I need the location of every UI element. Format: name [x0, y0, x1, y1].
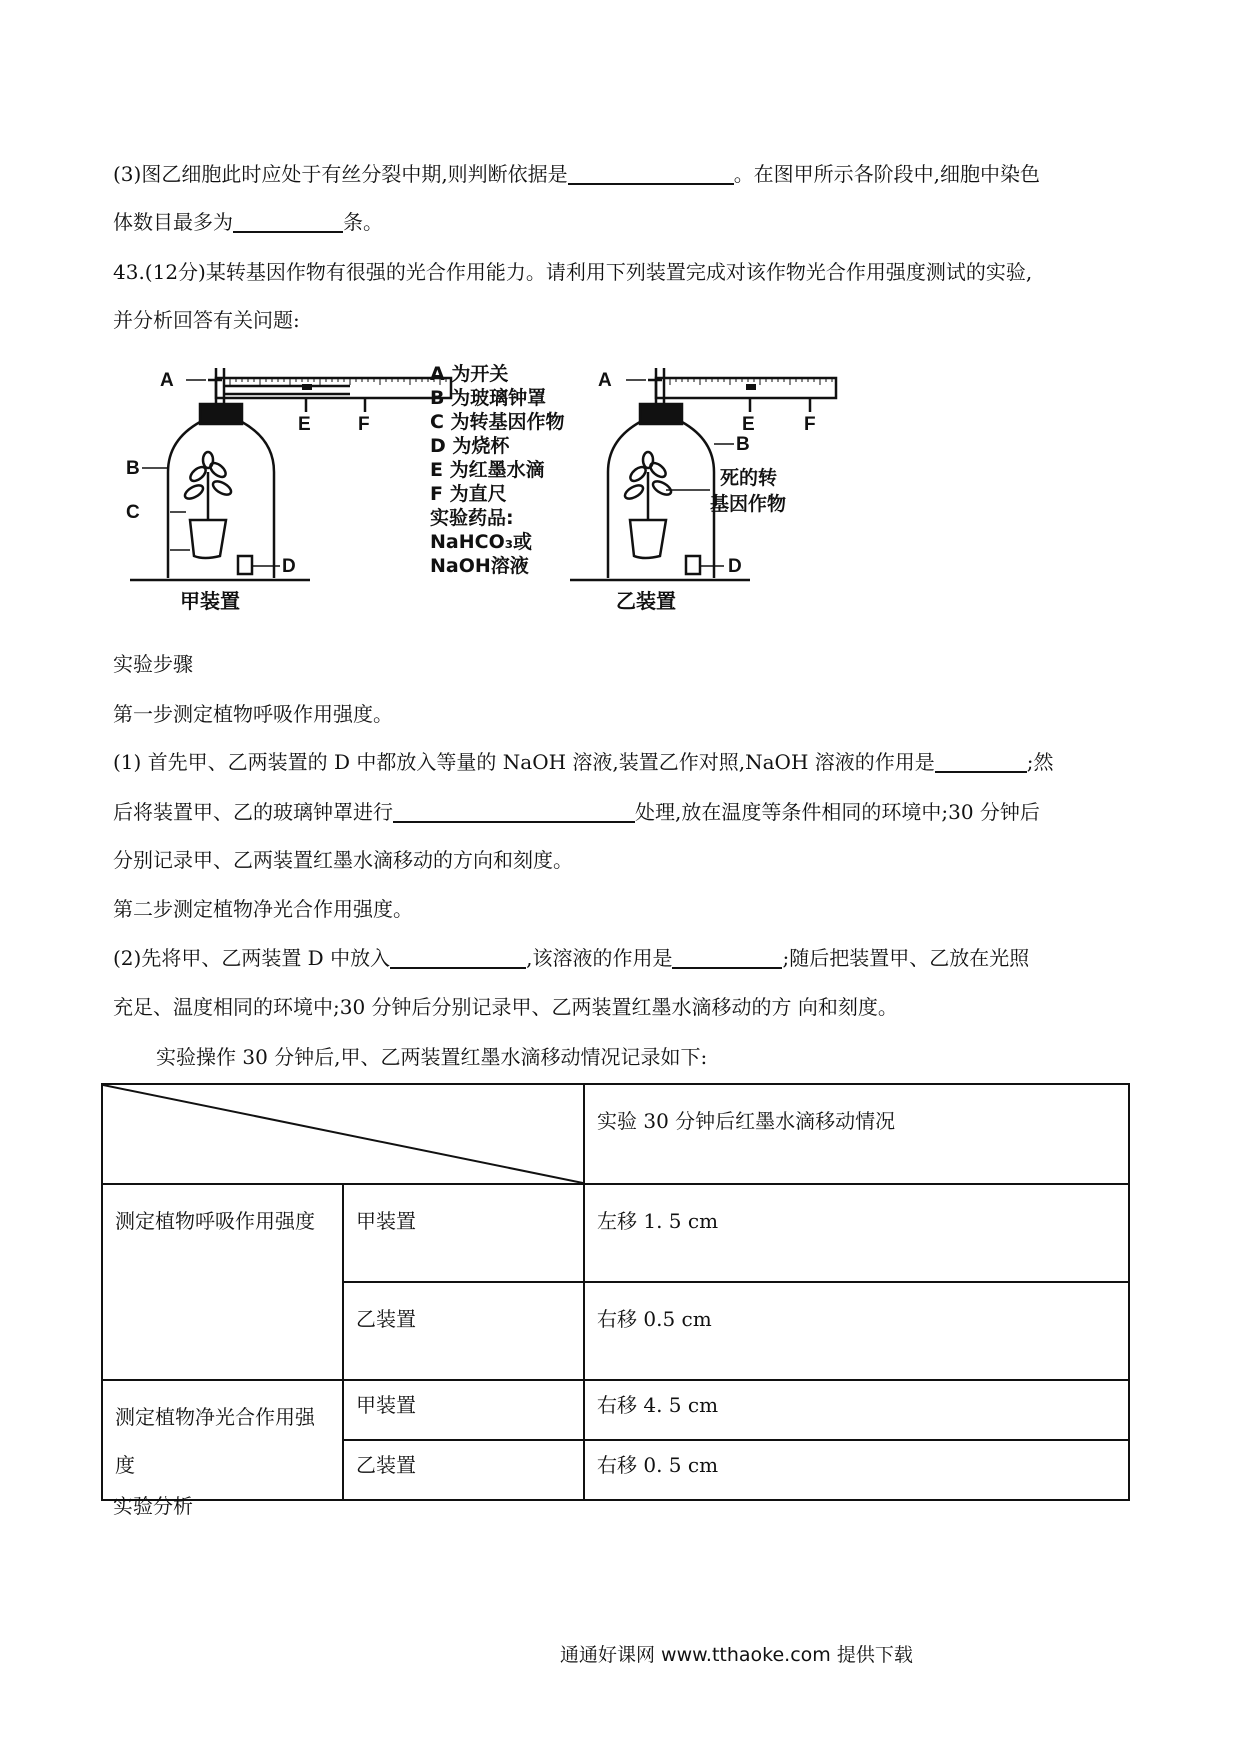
jia-ink-drop — [302, 384, 312, 390]
jia-label-B: B — [126, 458, 140, 479]
yi-caption: 乙装置 — [616, 589, 676, 613]
jia-beaker — [238, 556, 252, 574]
result-cell: 左移 1. 5 cm — [584, 1184, 1129, 1282]
yi-label-F: F — [804, 414, 816, 435]
jia-leaf-top — [203, 452, 213, 468]
q3-line-2 — [113, 208, 383, 236]
p1-text-a: (1) 首先甲、乙两装置的 D 中都放入等量的 NaOH 溶液,装置乙作对照,NaOH 溶液的作用是 — [113, 750, 935, 774]
answer-blank-3[interactable] — [935, 749, 1027, 773]
device-cell: 乙装置 — [343, 1440, 584, 1500]
steps-title: 实验步骤 — [113, 652, 193, 676]
yi-label-A: A — [598, 370, 612, 391]
apparatus-figure — [120, 360, 920, 620]
table-row — [102, 1380, 1129, 1440]
yi-label-D: D — [728, 556, 742, 577]
p1-line-2 — [113, 798, 1040, 826]
jia-label-C: C — [126, 502, 140, 523]
p1-line-3: 分别记录甲、乙两装置红墨水滴移动的方向和刻度。 — [113, 848, 573, 872]
legend-line-7: 实验药品: — [430, 507, 514, 529]
jia-label-F: F — [358, 414, 370, 435]
jia-label-A: A — [160, 370, 174, 391]
p2-line-1 — [113, 944, 1029, 972]
yi-beaker — [686, 556, 700, 574]
legend-line-1: A 为开关 — [430, 363, 509, 385]
diagonal-header-cell — [102, 1084, 584, 1184]
step1-title: 第一步测定植物呼吸作用强度。 — [113, 702, 393, 726]
yi-pot — [630, 520, 666, 558]
group-respiration: 测定植物呼吸作用强度 — [102, 1184, 343, 1380]
yi-leaf-4 — [648, 460, 668, 479]
p2-line-2: 充足、温度相同的环境中;30 分钟后分别记录甲、乙两装置红墨水滴移动的方 向和刻度。 — [113, 995, 898, 1019]
result-cell: 右移 0.5 cm — [584, 1282, 1129, 1380]
answer-blank-4[interactable] — [393, 799, 635, 823]
table-header-row — [102, 1084, 1129, 1184]
device-cell: 乙装置 — [343, 1282, 584, 1380]
jia-label-E: E — [298, 414, 311, 435]
group-net-photosynthesis: 测定植物净光合作用强度 — [102, 1380, 343, 1500]
jia-label-D: D — [282, 556, 296, 577]
footer-credit: 通通好课网 www.tthaoke.com 提供下载 — [560, 1644, 913, 1666]
jia-stopper — [200, 404, 242, 424]
answer-blank-5[interactable] — [390, 945, 526, 969]
jia-caption: 甲装置 — [180, 589, 240, 613]
yi-dead-plant-label-2: 基因作物 — [710, 493, 787, 515]
answer-blank-2[interactable] — [233, 209, 343, 233]
table-intro: 实验操作 30 分钟后,甲、乙两装置红墨水滴移动情况记录如下: — [156, 1045, 708, 1069]
yi-leaf-top — [643, 452, 653, 468]
yi-stopper — [640, 404, 682, 424]
yi-leaf-2 — [651, 479, 673, 498]
answer-blank-6[interactable] — [672, 945, 782, 969]
legend-line-8: NaHCO₃或 — [430, 531, 533, 553]
device-cell: 甲装置 — [343, 1380, 584, 1440]
q43-line-1: 43.(12分)某转基因作物有很强的光合作用能力。请利用下列装置完成对该作物光合作用强度测试的实验, — [113, 260, 1033, 284]
legend-line-5: E 为红墨水滴 — [430, 459, 545, 481]
result-cell: 右移 0. 5 cm — [584, 1440, 1129, 1500]
jia-leaf-4 — [208, 460, 228, 479]
jia-label-leaders — [170, 512, 190, 550]
legend-line-2: B 为玻璃钟罩 — [430, 387, 547, 409]
diagonal-line — [103, 1085, 583, 1183]
analysis-title: 实验分析 — [113, 1494, 193, 1518]
q43-line-2: 并分析回答有关问题: — [113, 308, 300, 332]
yi-label-E: E — [742, 414, 755, 435]
results-table — [101, 1083, 1130, 1501]
p2-text-b: ,该溶液的作用是 — [526, 946, 673, 970]
yi-label-B: B — [736, 434, 750, 455]
p2-text-c: ;随后把装置甲、乙放在光照 — [782, 946, 1030, 970]
q3-text-a: (3)图乙细胞此时应处于有丝分裂中期,则判断依据是 — [113, 162, 568, 186]
legend-line-6: F 为直尺 — [430, 483, 507, 505]
jia-pot — [190, 520, 226, 558]
p1-text-b: ;然 — [1026, 750, 1054, 774]
header-result: 实验 30 分钟后红墨水滴移动情况 — [584, 1084, 1129, 1184]
jia-leaf-1 — [183, 483, 205, 502]
device-cell: 甲装置 — [343, 1184, 584, 1282]
q3-line-1 — [113, 160, 1040, 188]
q3-text-d: 条。 — [343, 210, 383, 234]
q3-text-c: 体数目最多为 — [113, 210, 233, 234]
q3-text-b: 。在图甲所示各阶段中,细胞中染色 — [733, 162, 1041, 186]
result-cell: 右移 4. 5 cm — [584, 1380, 1129, 1440]
p1-text-c: 后将装置甲、乙的玻璃钟罩进行 — [113, 800, 393, 824]
p2-text-a: (2)先将甲、乙两装置 D 中放入 — [113, 946, 391, 970]
legend-line-9: NaOH溶液 — [430, 555, 529, 577]
apparatus-diagram — [120, 360, 920, 620]
p1-line-1 — [113, 748, 1054, 776]
legend-line-4: D 为烧杯 — [430, 435, 510, 457]
yi-ink-drop — [746, 384, 756, 390]
table-row — [102, 1184, 1129, 1282]
p1-text-d: 处理,放在温度等条件相同的环境中;30 分钟后 — [635, 800, 1040, 824]
legend-line-3: C 为转基因作物 — [430, 411, 565, 433]
step2-title: 第二步测定植物净光合作用强度。 — [113, 897, 413, 921]
yi-dead-plant-label-1: 死的转 — [720, 467, 778, 489]
answer-blank-1[interactable] — [568, 161, 734, 185]
yi-leaf-1 — [623, 483, 645, 502]
jia-leaf-2 — [211, 479, 233, 498]
